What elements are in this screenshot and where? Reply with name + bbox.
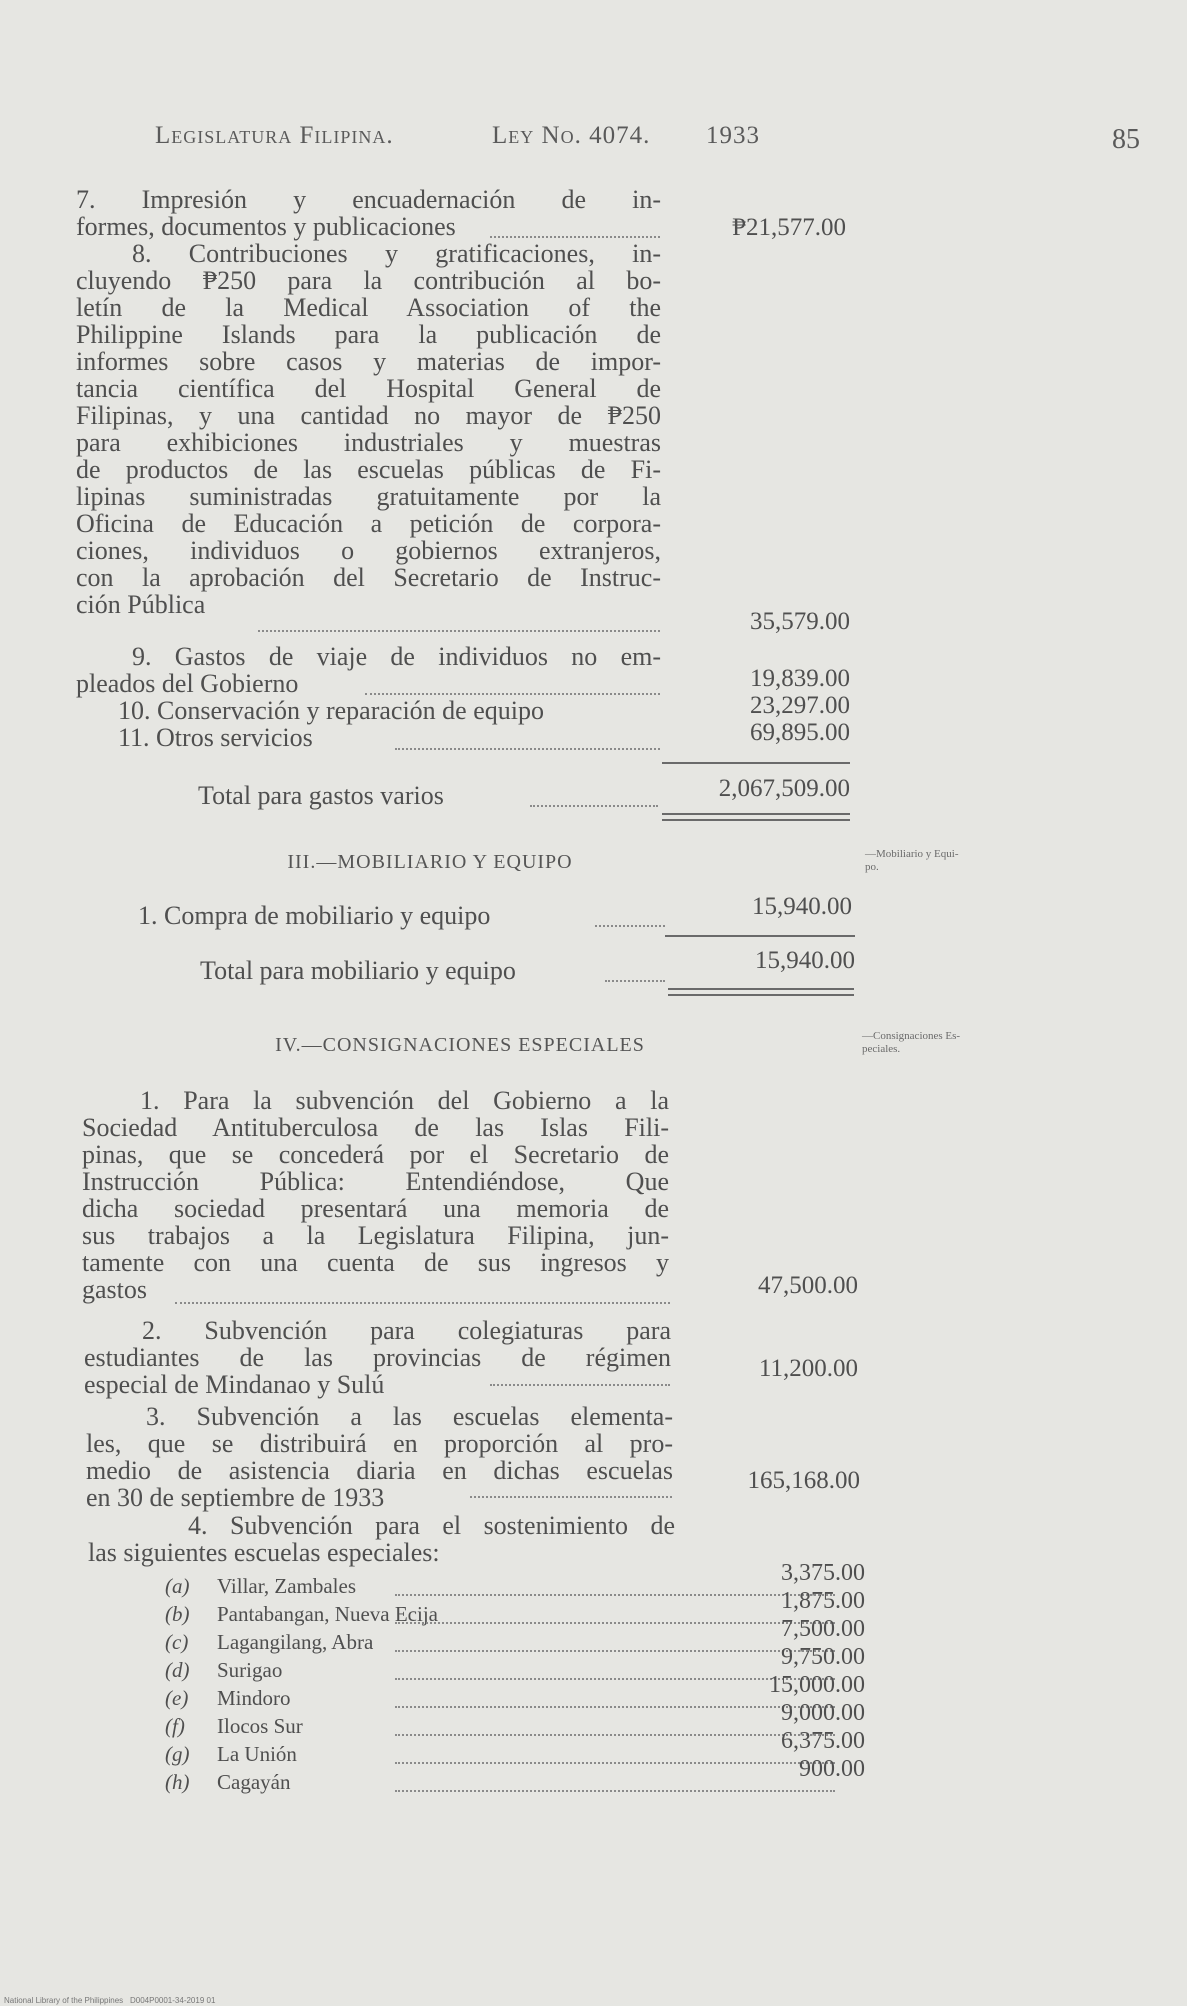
item-8-line: Philippine Islands para la publicación de [76,320,661,349]
school-amount: 7,500.00 [781,1616,865,1642]
special-1-line: tamente con una cuenta de sus ingresos y [82,1248,669,1277]
total-gastos-varios-label: Total para gastos varios [198,781,444,810]
special-1-amount: 47,500.00 [758,1272,858,1299]
special-1-line: 1. Para la subvención del Gobierno a la [140,1086,669,1115]
margin-note-line: po. [865,861,879,873]
sum-rule [665,935,855,937]
margin-note-line: peciales. [862,1043,901,1055]
item-8-line: letín de la Medical Association of the [76,293,661,322]
item-9-line-1: 9. Gastos de viaje de individuos no em- [132,642,661,671]
section-3-title: III.—MOBILIARIO Y EQUIPO [287,851,573,873]
item-7-line-2: formes, documentos y publicaciones [76,212,456,241]
school-amount: 900.00 [799,1756,865,1782]
special-1-line: Sociedad Antituberculosa de las Islas Fili- [82,1113,669,1142]
special-4-line: 4. Subvención para el sostenimiento de [188,1511,675,1540]
total-mobiliario-amount: 15,940.00 [755,947,855,974]
margin-note-consignaciones [862,1030,960,1056]
item-8-line: ciones, individuos o gobiernos extranjeros, [76,536,661,565]
margin-note-mobiliario [865,848,959,874]
total-mobiliario-label: Total para mobiliario y equipo [200,956,516,985]
leader-dots [490,1384,670,1386]
page-number: 85 [1112,124,1140,155]
footer-credit: National Library of the Philippines [4,1996,124,2005]
special-1-line: pinas, que se concederá por el Secretario de [82,1140,669,1169]
leader-dots [530,805,658,807]
item-8-line: lipinas suministradas gratuitamente por la [76,482,661,511]
item-8-line: con la aprobación del Secretario de Instruc- [76,563,661,592]
double-rule-top [662,813,850,815]
special-3-line: 3. Subvención a las escuelas elementa- [146,1402,673,1431]
sum-rule [662,762,850,764]
section-3-item-1-amount: 15,940.00 [752,893,852,920]
law-number: Ley No. 4074. [492,122,651,149]
item-7-amount: ₱21,577.00 [732,214,846,241]
school-name: La Unión [217,1742,297,1766]
school-amount: 6,375.00 [781,1728,865,1754]
special-1-line: dicha sociedad presentará una memoria de [82,1194,669,1223]
school-letter: (a) [165,1574,190,1598]
special-1-line: sus trabajos a la Legislatura Filipina, jun- [82,1221,669,1250]
double-rule-bottom [668,994,854,996]
special-3-line: medio de asistencia diaria en dichas escuelas [86,1456,673,1485]
special-3-line: en 30 de septiembre de 1933 [86,1483,385,1512]
item-8-paragraph [76,240,661,618]
leader-dots [395,748,660,750]
leader-dots [175,1302,670,1304]
special-2-line: 2. Subvención para colegiaturas para [142,1316,671,1345]
special-3-amount: 165,168.00 [747,1467,860,1494]
special-2-line: estudiantes de las provincias de régimen [84,1343,671,1372]
school-amount: 3,375.00 [781,1560,865,1586]
special-4-paragraph [88,1512,675,1566]
item-9-amount: 19,839.00 [750,665,850,692]
running-title: Legislatura Filipina. [155,122,394,149]
leader-dots [470,1496,672,1498]
special-2-line: especial de Mindanao y Sulú [84,1370,385,1399]
section-3-item-1: 1. Compra de mobiliario y equipo [138,901,491,930]
leader-dots [595,925,665,927]
school-name: Ilocos Sur [217,1714,303,1738]
item-9-line-2: pleados del Gobierno [76,669,299,698]
item-8-line: tancia científica del Hospital General de [76,374,661,403]
school-letter: (h) [165,1770,190,1794]
footer-code: D004P0001-34-2019 01 [130,1996,216,2005]
school-letter: (g) [165,1742,190,1766]
special-1-paragraph [82,1087,669,1303]
item-8-line: Filipinas, y una cantidad no mayor de ₱250 [76,401,661,430]
item-7-line-1: 7. Impresión y encuadernación de in- [76,185,661,214]
leader-dots [490,236,660,238]
school-amount: 15,000.00 [769,1672,865,1698]
item-8-line: cluyendo ₱250 para la contribución al bo- [76,266,661,295]
item-8-line: 8. Contribuciones y gratificaciones, in- [132,239,661,268]
item-10: 10. Conservación y reparación de equipo [118,696,544,725]
item-8-line: Oficina de Educación a petición de corpora- [76,509,661,538]
item-10-amount: 23,297.00 [750,692,850,719]
double-rule-bottom [662,819,850,821]
school-amount: 9,750.00 [781,1644,865,1670]
leader-dots [365,693,660,695]
margin-note-line: —Consignaciones Es- [862,1030,961,1042]
section-4-title: IV.—CONSIGNACIONES ESPECIALES [275,1034,645,1056]
school-amount: 9,000.00 [781,1700,865,1726]
schools-list [165,1560,865,1812]
school-name: Cagayán [217,1770,291,1794]
school-letter: (f) [165,1714,185,1738]
special-3-paragraph [86,1403,673,1511]
leader-dots [258,630,660,632]
leader-dots [605,980,665,982]
school-letter: (d) [165,1658,190,1682]
school-name: Surigao [217,1658,283,1682]
item-8-line: para exhibiciones industriales y muestras [76,428,661,457]
total-gastos-varios-amount: 2,067,509.00 [718,775,850,802]
special-1-line: Instrucción Pública: Entendiéndose, Que [82,1167,669,1196]
leader-dots [395,1790,835,1792]
school-name: Pantabangan, Nueva Ecija [217,1602,438,1626]
school-letter: (c) [165,1630,189,1654]
item-11: 11. Otros servicios [118,723,313,752]
special-4-line: las siguientes escuelas especiales: [88,1538,440,1567]
special-2-amount: 11,200.00 [758,1355,858,1382]
school-name: Lagangilang, Abra [217,1630,374,1654]
school-amount: 1,875.00 [781,1588,865,1614]
item-11-amount: 69,895.00 [750,719,850,746]
school-name: Villar, Zambales [217,1574,357,1598]
special-3-line: les, que se distribuirá en proporción al pro- [86,1429,673,1458]
double-rule-top [668,988,854,990]
special-1-line: gastos [82,1275,147,1304]
item-8-amount: 35,579.00 [750,608,850,635]
year: 1933 [706,122,760,149]
item-8-line: ción Pública [76,590,206,619]
school-row [165,1756,865,1796]
school-letter: (b) [165,1602,190,1626]
item-8-line: informes sobre casos y materias de impor- [76,347,661,376]
margin-note-line: —Mobiliario y Equi- [865,848,959,860]
school-letter: (e) [165,1686,189,1710]
school-name: Mindoro [217,1686,291,1710]
item-8-line: de productos de las escuelas públicas de Fi- [76,455,661,484]
